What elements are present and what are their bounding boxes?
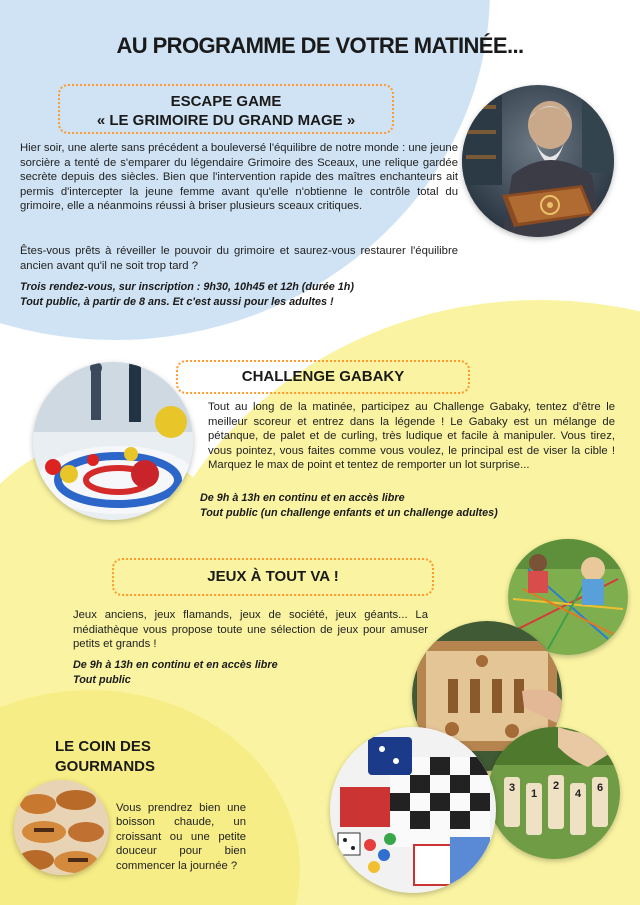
escape-game-audience-line: Tout public, à partir de 8 ans. Et c'est aussi pour les adultes ! xyxy=(20,295,334,308)
molkky-photo xyxy=(488,727,620,859)
jeux-heading-box xyxy=(112,558,434,596)
pastries-photo xyxy=(14,780,109,875)
gabaky-paragraph: Tout au long de la matinée, participez au Challenge Gabaky, tentez d'être le meilleur scoreur et entrez dans la légende ! Le Gabaky est un mélange de pétanque, de palet et de curling, très ludique et facile à manipuler. Vous tirez, vous pointez, vous faites comme vous voulez, le principal est de viser la cible ! Marquez le max de point et tentez de remporter un lot surprise... xyxy=(208,401,615,472)
gabaky-illustration xyxy=(33,362,193,520)
gourmands-paragraph: Vous prendrez bien une boisson chaude, un croissant ou une petite douceur pour bien commencer la journée ? xyxy=(116,802,246,872)
gourmands-heading-line: LE COIN DES xyxy=(55,738,151,755)
escape-game-subheading: « LE GRIMOIRE DU GRAND MAGE » xyxy=(96,112,356,129)
page-title: AU PROGRAMME DE VOTRE MATINÉE... xyxy=(116,33,524,58)
molkky-pin-number: 3 xyxy=(508,782,516,794)
pastries-illustration xyxy=(14,780,109,875)
jeux-audience-line: Tout public xyxy=(73,673,131,686)
jeux-schedule xyxy=(73,658,373,687)
molkky-pin-number: 4 xyxy=(574,788,582,800)
gabaky-audience-line: Tout public (un challenge enfants et un challenge adultes) xyxy=(200,506,498,519)
molkky-pin-number: 2 xyxy=(552,780,560,792)
molkky-pin-number: 1 xyxy=(530,788,538,800)
escape-game-schedule-line: Trois rendez-vous, sur inscription : 9h30, 10h45 et 12h (durée 1h) xyxy=(20,281,354,293)
jeux-schedule-line: De 9h à 13h en continu et en accès libre xyxy=(73,659,278,671)
gabaky-photo xyxy=(33,362,193,520)
jeux-paragraph: Jeux anciens, jeux flamands, jeux de société, jeux géants... La médiathèque vous propose toute une sélection de jeux pour amuser petits et grands ! xyxy=(73,609,428,651)
gabaky-schedule-line: De 9h à 13h en continu et en accès libre xyxy=(200,492,405,504)
board-games-photo xyxy=(330,727,496,893)
molkky-illustration xyxy=(488,727,620,859)
wizard-photo xyxy=(462,85,614,237)
gabaky-schedule xyxy=(200,491,610,520)
jeux-heading: JEUX À TOUT VA ! xyxy=(207,568,339,585)
escape-game-heading-box xyxy=(58,84,394,134)
gabaky-heading-box xyxy=(176,360,470,394)
board-games-illustration xyxy=(330,727,496,893)
gabaky-heading: CHALLENGE GABAKY xyxy=(241,368,405,385)
escape-game-heading: ESCAPE GAME xyxy=(170,93,282,110)
wizard-illustration xyxy=(462,85,614,237)
escape-game-question: Êtes-vous prêts à réveiller le pouvoir du grimoire et saurez-vous restaurer l'équilibre ancien avant qu'il ne soit trop tard ? xyxy=(20,245,458,272)
escape-game-schedule xyxy=(20,280,460,309)
gourmands-heading-line: GOURMANDS xyxy=(55,758,155,775)
gourmands-heading xyxy=(55,737,179,777)
escape-game-paragraph: Hier soir, une alerte sans précédent a bouleversé l'équilibre de notre monde : une jeune sorcière a tenté de s'emparer du légendaire Grimoire des Sceaux, une relique gardée secrète depuis des siècles. Bien que l'intervention rapide des maîtres enchanteurs ait permis d'intercepter la jeune femme avant qu'elle n'obtienne le contrôle total du grimoire, elle a néanmoins réussi à briser plusieurs sceaux critiques. xyxy=(20,142,458,213)
molkky-pin-number: 6 xyxy=(596,782,604,794)
